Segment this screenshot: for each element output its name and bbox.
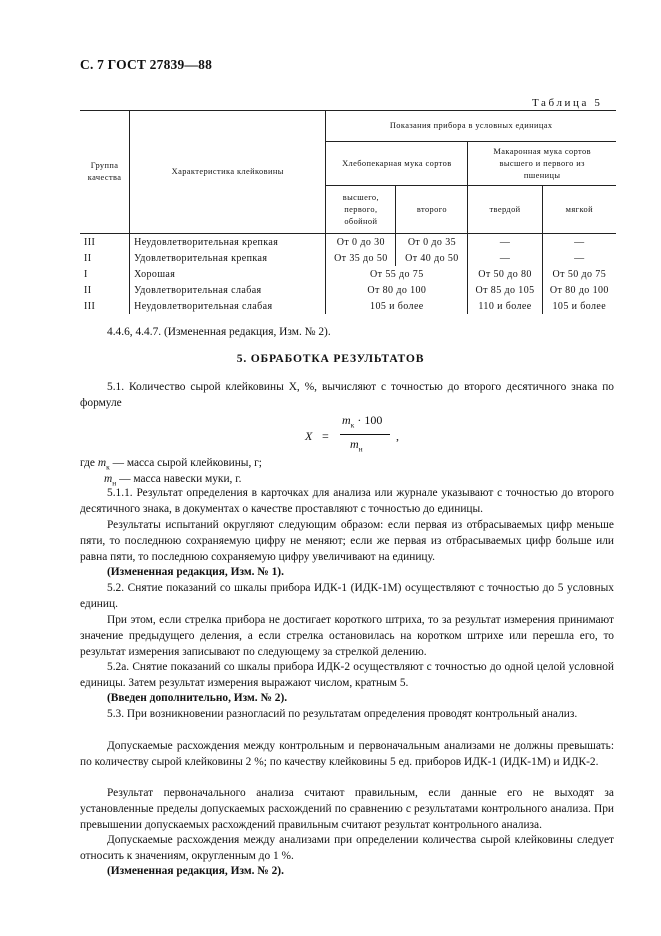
cell-bread-second: От 0 до 35 [396,234,468,251]
cell-pasta-soft: — [542,234,616,251]
header-bread-flour: Хлебопекарная мука сортов [326,142,468,186]
paragraph-5-3-b: Допускаемые расхождения между контрольным и первоначальным анализами не должны превышать: по количеству сырой клейковины 2 %; по качеству клейковины 5 ед. приборов ИДК-1 (ИДК-1М) и ИДК-2. [80,740,614,768]
paragraph-5-3-d: Допускаемые расхождения между анализами при определении количества сырой клейковины следует относить к значениям, округленным до 1 %. [80,834,614,862]
cell-pasta-hard: — [468,234,542,251]
amendment-added: (Введен дополнительно, Изм. № 2). [107,692,288,704]
var1: m [97,457,107,469]
cell-group: I [84,268,88,280]
cell-group: II [84,252,92,264]
gluten-quality-table [80,110,616,314]
amendment-2: (Измененная редакция, Изм. № 2). [107,865,284,877]
formula-denominator [350,437,363,453]
table-row [80,298,616,314]
subheader-hard-wheat: твердой [468,186,542,234]
var2: m [104,473,113,485]
paragraph-5-2: 5.2. Снятие показаний со шкалы прибора ИДК-1 (ИДК-1М) осуществляют с точностью до 5 условных единиц. [80,582,614,610]
cell-group: III [84,236,96,248]
table-caption: Таблица 5 [532,97,603,109]
numerator-rest: · 100 [357,413,383,427]
denominator-sub: н [358,444,363,454]
table-row [80,282,616,298]
cell-bread-top: От 35 до 50 [326,250,396,266]
header-quality-group: Группа качества [80,111,130,234]
paragraph-5-3: 5.3. При возникновении разногласий по результатам определения проводят контрольный анализ. [107,708,578,720]
cell-group: II [84,284,92,296]
page-header: С. 7 ГОСТ 27839—88 [80,57,213,72]
cell-bread-merged: От 80 до 100 [326,282,468,298]
note-after-table [80,324,614,340]
table-row [80,266,616,282]
var1-desc: — масса сырой клейковины, г; [112,457,262,469]
amendment-1: (Измененная редакция, Изм. № 1). [107,566,284,578]
cell-characteristic: Хорошая [130,266,326,282]
subheader-soft-wheat: мягкой [542,186,616,234]
paragraph-rounding: Результаты испытаний округляют следующим образом: если первая из отбрасываемых цифр меньше пяти, то последнюю сохраняемую цифру не меняют; если же первая из отбрасываемых цифр больше или равна пяти, то последнюю сохраняемую цифру увеличивают на единицу. [80,519,614,563]
fraction-line [340,434,390,435]
header-characteristic: Характеристика клейковины [130,111,326,234]
formula-lhs: X [305,429,313,443]
cell-characteristic: Неудовлетворительная слабая [130,298,326,314]
header-pasta-flour: Макаронная мука сортов высшего и первого из пшеницы [468,142,616,186]
var1-sub: к [106,462,110,472]
table-row [80,250,616,266]
cell-characteristic: Удовлетворительная слабая [130,282,326,298]
formula-equals: = [322,429,329,443]
cell-bread-merged: От 55 до 75 [326,266,468,282]
numerator-var: m [342,413,351,427]
var2-sub: н [112,478,117,488]
cell-pasta-hard: От 50 до 80 [468,266,542,282]
where-prefix: где [80,457,95,469]
cell-pasta-hard: От 85 до 105 [468,282,542,298]
cell-bread-merged: 105 и более [326,298,468,314]
cell-pasta-soft: От 80 до 100 [542,282,616,298]
cell-pasta-hard: — [468,250,542,266]
cell-pasta-soft: От 50 до 75 [542,266,616,282]
cell-bread-top: От 0 до 30 [326,234,396,251]
paragraph-5-2-b: При этом, если стрелка прибора не достигает короткого штриха, то за результат измерения принимают значение предыдущего деления, а если стрелка остановилась на коротком штрихе или перешла его, то результат измерения записывают по следующему за стрелкой делению. [80,614,614,658]
paragraph-5-1: 5.1. Количество сырой клейковины X, %, вычисляют с точностью до второго десятичного знака по формуле [80,381,614,409]
subheader-second-grade: второго [396,186,468,234]
numerator-sub: к [350,420,355,430]
cell-group: III [84,300,96,312]
cell-pasta-soft: 105 и более [542,298,616,314]
paragraph-5-2a: 5.2а. Снятие показаний со шкалы прибора ИДК-2 осуществляют с точностью до одной целой условной единицы. Затем результат измерения выражают числом, кратным 5. [80,661,614,689]
paragraph-5-3-c: Результат первоначального анализа считают правильным, если данные его не выходят за установленные пределы допускаемых расхождений по сравнению с результатами контрольного анализа. При превышении допускаемых расхождений правильным считают результат контрольного анализа. [80,787,614,831]
formula-numerator [342,413,382,429]
cell-pasta-hard: 110 и более [468,298,542,314]
denominator-var: m [350,437,359,451]
subheader-top-grade: высшего, первого, обойной [326,186,396,234]
paragraph-5-1-1: 5.1.1. Результат определения в карточках для анализа или журнале указывают с точностью до второго десятичного знака, в документах о качестве проставляют с точностью до единицы. [80,487,614,515]
cell-pasta-soft: — [542,250,616,266]
formula-comma: , [396,429,399,443]
header-readings: Показания прибора в условных единицах [326,111,616,142]
cell-characteristic: Удовлетворительная крепкая [130,250,326,266]
note-text: 4.4.6, 4.4.7. (Измененная редакция, Изм. № 2). [107,326,331,338]
var2-desc: — масса навески муки, г. [119,473,242,485]
table-row [80,234,616,251]
cell-bread-second: От 40 до 50 [396,250,468,266]
section-title: 5. ОБРАБОТКА РЕЗУЛЬТАТОВ [236,352,425,365]
cell-characteristic: Неудовлетворительная крепкая [130,234,326,251]
